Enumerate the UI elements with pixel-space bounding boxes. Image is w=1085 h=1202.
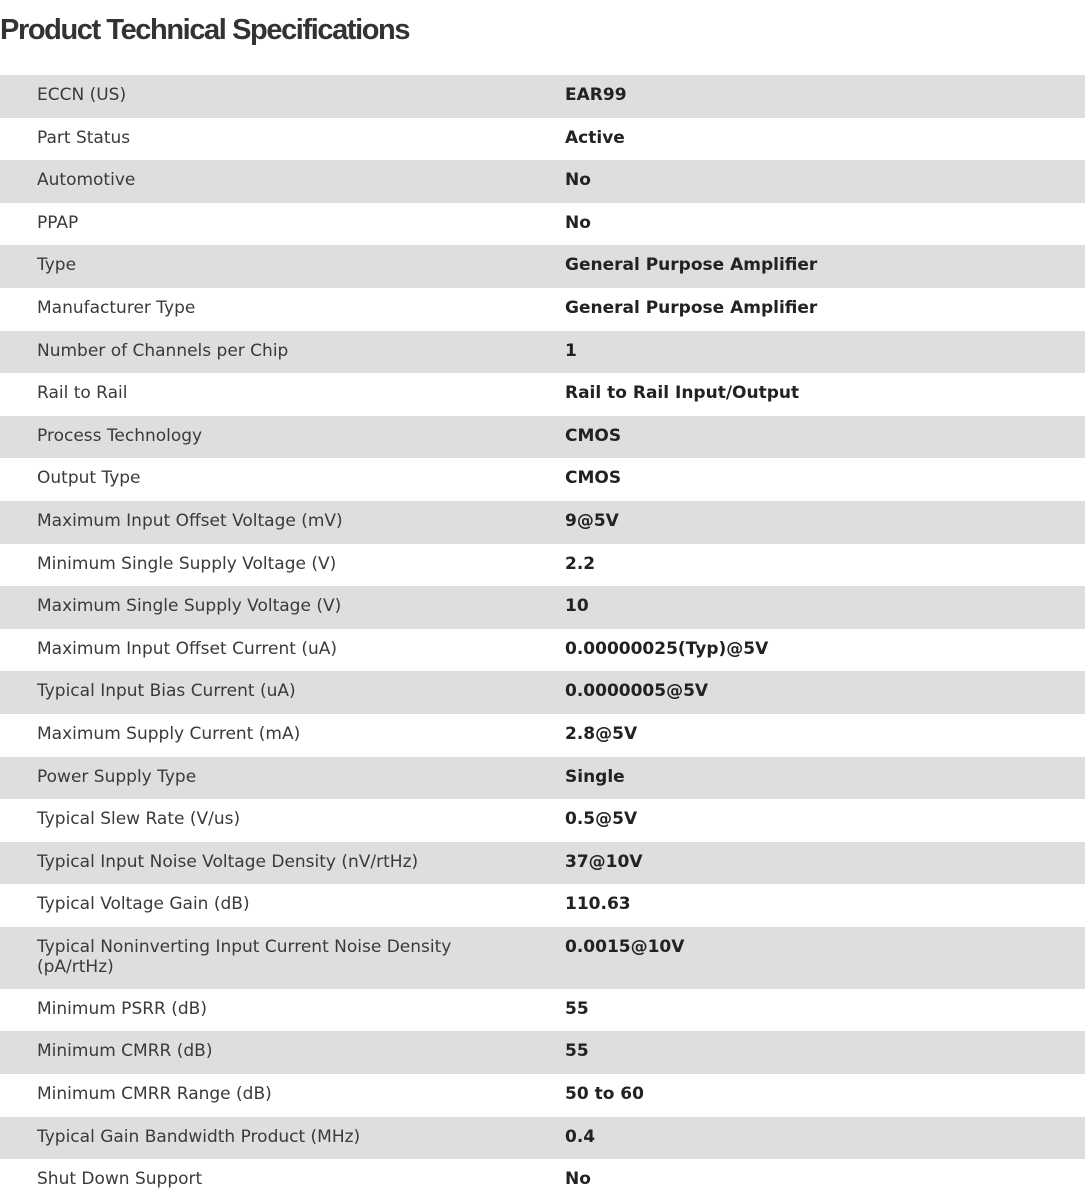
table-row xyxy=(0,416,1085,459)
spec-label: Maximum Input Offset Current (uA) xyxy=(37,638,337,659)
spec-value: General Purpose Amplifier xyxy=(565,255,818,276)
spec-label: ECCN (US) xyxy=(37,85,127,105)
spec-value: Rail to Rail Input/Output xyxy=(565,383,800,404)
spec-value: 0.0000005@5V xyxy=(565,681,709,702)
table-row xyxy=(0,989,1085,1032)
spec-value: 50 to 60 xyxy=(565,1084,644,1105)
table-row xyxy=(0,757,1085,800)
table-row xyxy=(0,714,1085,757)
spec-label: Shut Down Support xyxy=(37,1169,203,1190)
spec-label: Number of Channels per Chip xyxy=(37,340,289,361)
spec-value: CMOS xyxy=(565,468,622,489)
spec-value: 0.0015@10V xyxy=(565,936,685,957)
spec-label: Type xyxy=(37,255,77,276)
spec-value: 55 xyxy=(565,998,589,1019)
table-row xyxy=(0,884,1085,927)
spec-value: Active xyxy=(565,127,625,148)
spec-label: Typical Input Bias Current (uA) xyxy=(37,681,296,702)
spec-label: Manufacturer Type xyxy=(37,297,196,318)
table-row xyxy=(0,586,1085,629)
table-row xyxy=(0,671,1085,714)
table-row xyxy=(0,927,1085,989)
table-row xyxy=(0,544,1085,587)
spec-label: Part Status xyxy=(37,127,131,148)
spec-value: Single xyxy=(565,766,625,787)
spec-label: Power Supply Type xyxy=(37,766,197,787)
spec-value: No xyxy=(565,212,591,233)
spec-label: Minimum CMRR Range (dB) xyxy=(37,1084,272,1105)
spec-value: 9@5V xyxy=(565,510,619,531)
spec-value: 10 xyxy=(565,596,589,617)
spec-value: 55 xyxy=(565,1041,589,1062)
spec-label: Typical Slew Rate (V/us) xyxy=(37,809,241,830)
spec-label: Typical Noninverting Input Current Noise Density (pA/rtHz) xyxy=(37,936,452,977)
table-row xyxy=(0,842,1085,885)
table-row xyxy=(0,331,1085,374)
spec-label: Output Type xyxy=(37,468,141,489)
spec-value: CMOS xyxy=(565,425,622,446)
spec-value: 2.8@5V xyxy=(565,723,638,744)
spec-value: No xyxy=(565,1169,591,1190)
spec-value: General Purpose Amplifier xyxy=(565,297,818,318)
spec-value: 2.2 xyxy=(565,553,596,574)
spec-value: 0.4 xyxy=(565,1126,596,1147)
spec-label: Maximum Supply Current (mA) xyxy=(37,723,301,744)
table-row xyxy=(0,160,1085,203)
spec-value: No xyxy=(565,170,591,191)
spec-label: PPAP xyxy=(37,212,79,233)
spec-label: Typical Input Noise Voltage Density (nV/rtHz) xyxy=(37,851,419,872)
table-row xyxy=(0,1117,1085,1160)
table-row xyxy=(0,288,1085,331)
table-row xyxy=(0,1159,1085,1202)
table-row xyxy=(0,75,1085,118)
spec-label: Automotive xyxy=(37,170,136,191)
table-row xyxy=(0,1031,1085,1074)
spec-label: Process Technology xyxy=(37,425,203,446)
spec-value: EAR99 xyxy=(565,85,627,105)
spec-value: 0.00000025(Typ)@5V xyxy=(565,638,769,659)
spec-label: Maximum Input Offset Voltage (mV) xyxy=(37,510,343,531)
table-row xyxy=(0,629,1085,672)
spec-value: 0.5@5V xyxy=(565,809,638,830)
spec-value: 110.63 xyxy=(565,894,631,915)
table-row xyxy=(0,1074,1085,1117)
spec-label: Typical Voltage Gain (dB) xyxy=(37,894,250,915)
table-row xyxy=(0,799,1085,842)
spec-label: Minimum CMRR (dB) xyxy=(37,1041,213,1062)
table-row xyxy=(0,245,1085,288)
spec-value: 1 xyxy=(565,340,577,361)
spec-label: Minimum Single Supply Voltage (V) xyxy=(37,553,337,574)
table-row xyxy=(0,501,1085,544)
page-title: Product Technical Specifications xyxy=(0,14,410,46)
spec-label: Rail to Rail xyxy=(37,383,128,404)
spec-label: Minimum PSRR (dB) xyxy=(37,998,207,1019)
table-row xyxy=(0,373,1085,416)
table-row xyxy=(0,458,1085,501)
spec-label: Typical Gain Bandwidth Product (MHz) xyxy=(37,1126,361,1147)
spec-label: Maximum Single Supply Voltage (V) xyxy=(37,596,342,617)
table-row xyxy=(0,203,1085,246)
table-row xyxy=(0,118,1085,161)
spec-value: 37@10V xyxy=(565,851,643,872)
spec-table xyxy=(0,75,1085,1202)
